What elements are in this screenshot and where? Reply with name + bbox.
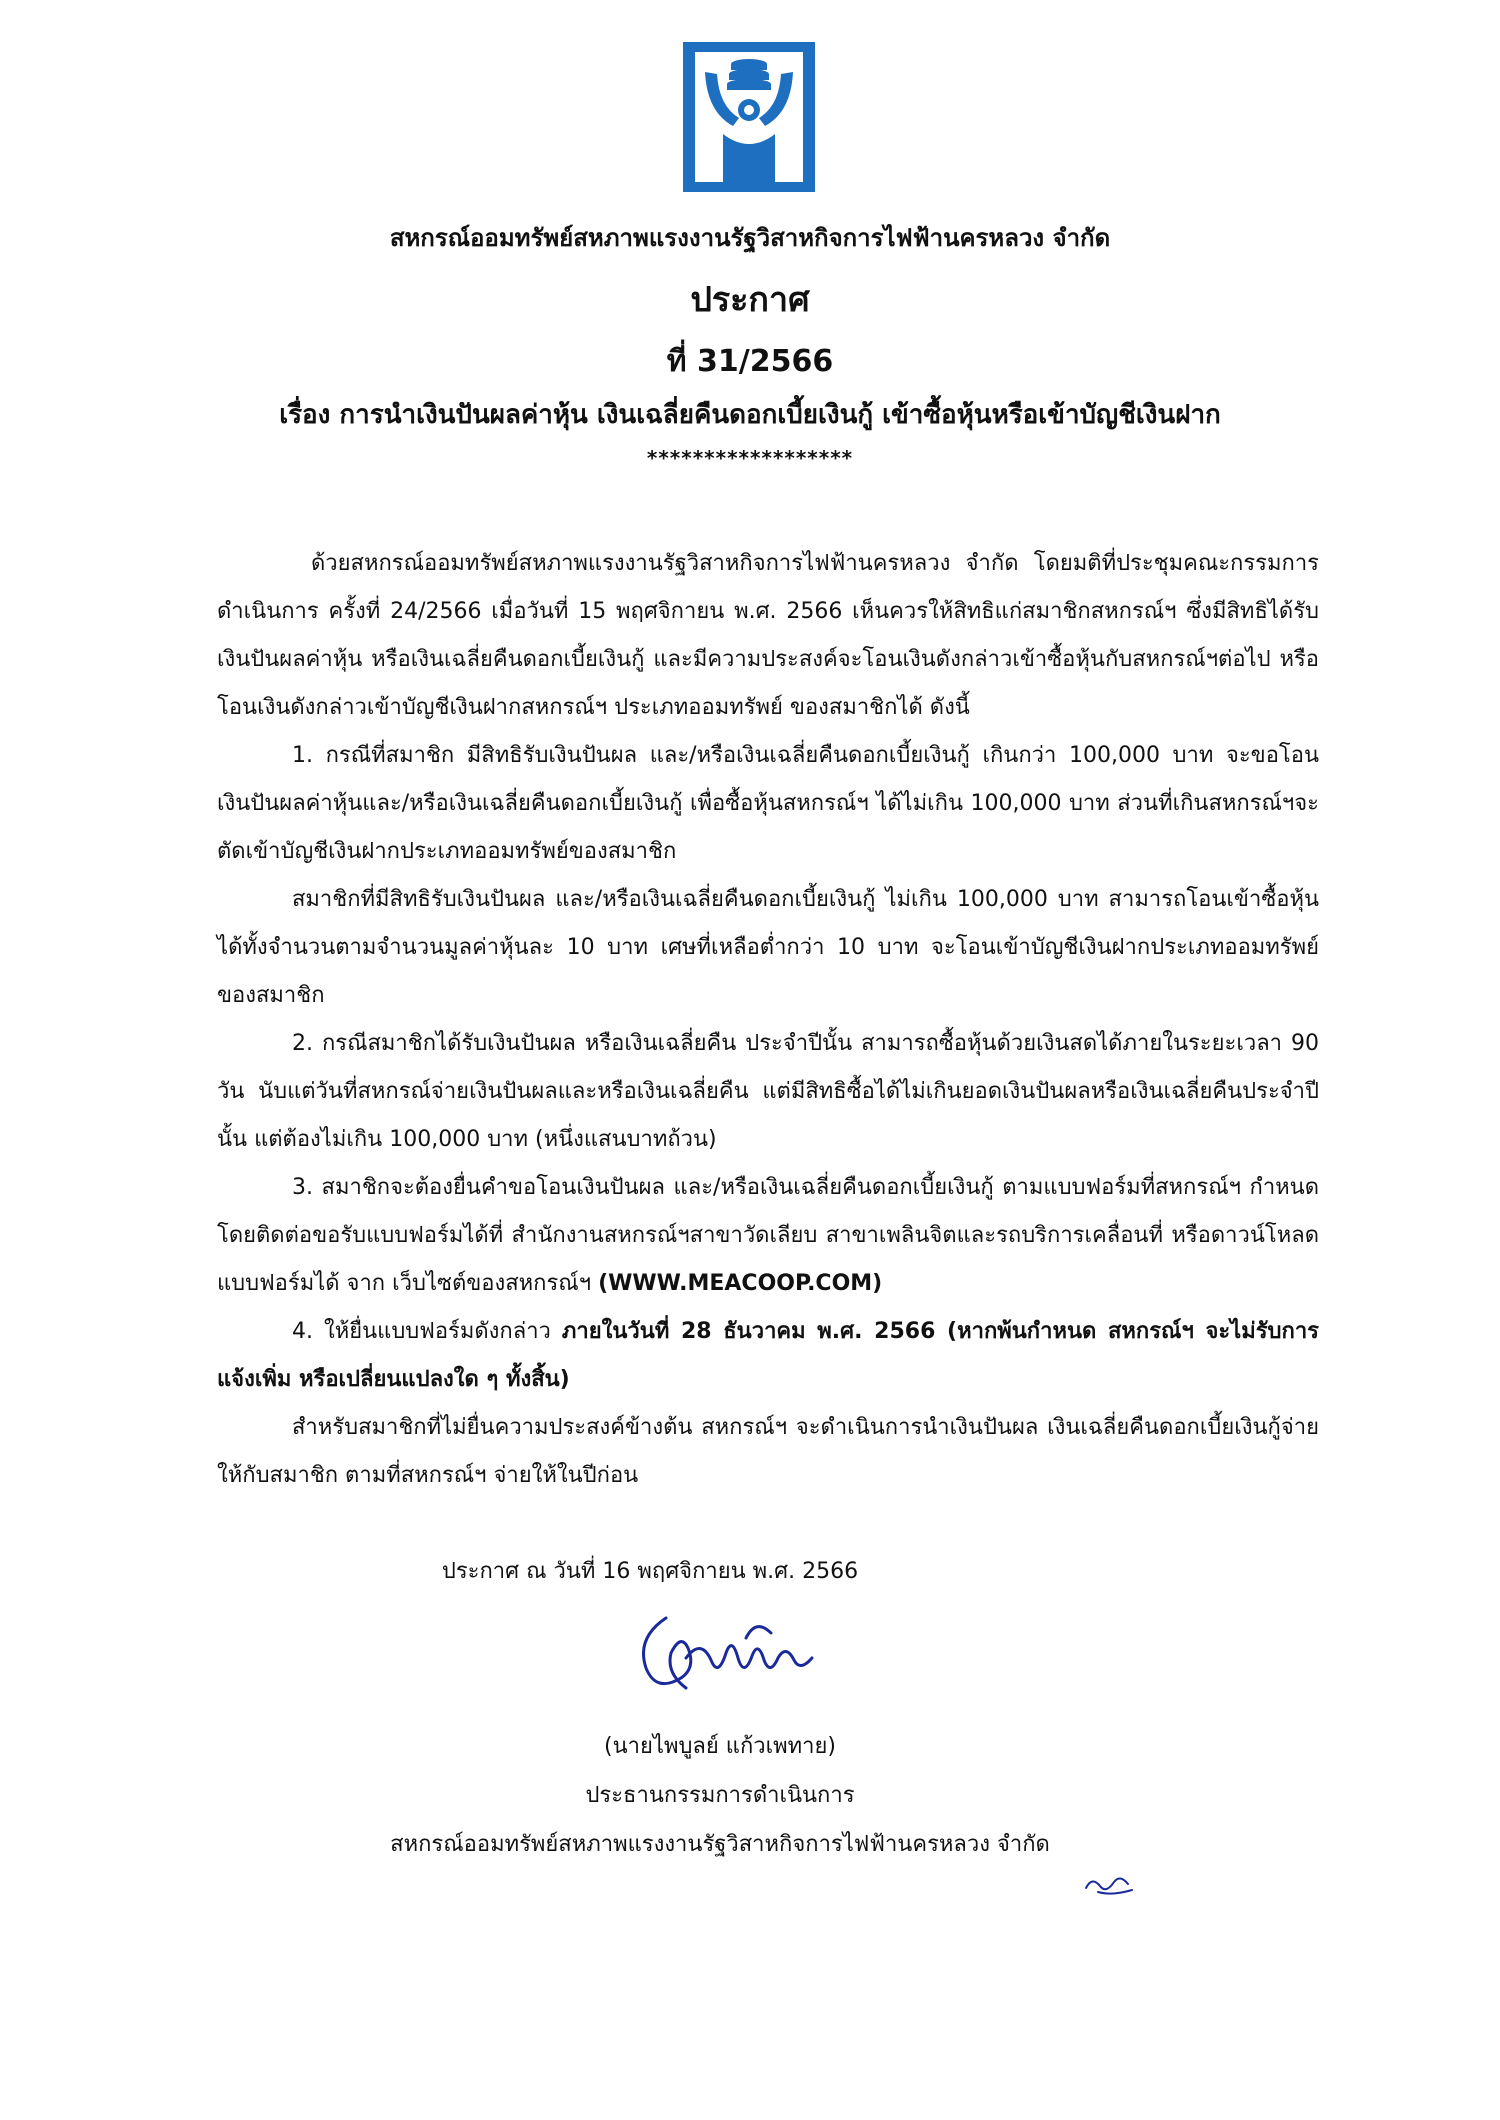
announcement-body [217,540,1319,1500]
item-4-paragraph [217,1308,1319,1404]
initials-icon [1078,1868,1138,1898]
coop-logo-icon [683,42,815,192]
coop-logo [683,42,815,192]
document-type: ประกาศ [690,280,810,320]
organization-name: สหกรณ์ออมทรัพย์สหภาพแรงงานรัฐวิสาหกิจการไฟฟ้านครหลวง จำกัด [389,224,1111,252]
intro-paragraph: ด้วยสหกรณ์ออมทรัพย์สหภาพแรงงานรัฐวิสาหกิจการไฟฟ้านครหลวง จำกัด โดยมติที่ประชุมคณะกรรมการดำเนินการ ครั้งที่ 24/2566 เมื่อวันที่ 15 พฤศจิกายน พ.ศ. 2566 เห็นควรให้สิทธิแก่สมาชิกสหกรณ์ฯ ซึ่งมีสิทธิได้รับเงินปันผลค่าหุ้น หรือเงินเฉลี่ยคืนดอกเบี้ยเงินกู้ และมีความประสงค์จะโอนเงินดังกล่าวเข้าซื้อหุ้นกับสหกรณ์ฯต่อไป หรือโอนเงินดังกล่าวเข้าบัญชีเงินฝากสหกรณ์ฯ ประเภทออมทรัพย์ ของสมาชิกได้ ดังนี้ [217,551,1319,720]
closing-note-paragraph: สำหรับสมาชิกที่ไม่ยื่นความประสงค์ข้างต้น สหกรณ์ฯ จะดำเนินการนำเงินปันผล เงินเฉลี่ยคืนดอกเบี้ยเงินกู้จ่ายให้กับสมาชิก ตามที่สหกรณ์ฯ จ่ายให้ในปีก่อน [217,1415,1319,1488]
website-url: (WWW.MEACOOP.COM) [598,1271,883,1296]
item-1-sub-paragraph: สมาชิกที่มีสิทธิรับเงินปันผล และ/หรือเงินเฉลี่ยคืนดอกเบี้ยเงินกู้ ไม่เกิน 100,000 บาท สามารถโอนเข้าซื้อหุ้นได้ทั้งจำนวนตามจำนวนมูลค่าหุ้นละ 10 บาท เศษที่เหลือต่ำกว่า 10 บาท จะโอนเข้าบัญชีเงินฝากประเภทออมทรัพย์ของสมาชิก [217,887,1319,1008]
document-subject: เรื่อง การนำเงินปันผลค่าหุ้น เงินเฉลี่ยคืนดอกเบี้ยเงินกู้ เข้าซื้อหุ้นหรือเข้าบัญชีเงินฝาก [279,400,1221,430]
item-4-text: 4. ให้ยื่นแบบฟอร์มดังกล่าว [292,1319,562,1344]
document-number: ที่ 31/2566 [666,344,834,379]
item-3-text: 3. สมาชิกจะต้องยื่นคำขอโอนเงินปันผล และ/หรือเงินเฉลี่ยคืนดอกเบี้ยเงินกู้ ตามแบบฟอร์มที่สหกรณ์ฯ กำหนด โดยติดต่อขอรับแบบฟอร์มได้ที่ สำนักงานสหกรณ์ฯสาขาวัดเลียบ สาขาเพลินจิตและรถบริการเคลื่อนที่ หรือดาวน์โหลดแบบฟอร์มได้ จาก เว็บไซต์ของสหกรณ์ฯ [217,1175,1319,1296]
item-4-deadline: ภายในวันที่ 28 ธันวาคม พ.ศ. 2566 (หากพ้นกำหนด สหกรณ์ฯ จะไม่รับการแจ้งเพิ่ม หรือเปลี่ยนแปลงใด ๆ ทั้งสิ้น) [217,1319,1319,1392]
signer-name: (นายไพบูลย์ แก้วเพทาย) [604,1734,836,1759]
item-1-paragraph: 1. กรณีที่สมาชิก มีสิทธิรับเงินปันผล และ/หรือเงินเฉลี่ยคืนดอกเบี้ยเงินกู้ เกินกว่า 100,000 บาท จะขอโอนเงินปันผลค่าหุ้นและ/หรือเงินเฉลี่ยคืนดอกเบี้ยเงินกู้ เพื่อซื้อหุ้นสหกรณ์ฯ ได้ไม่เกิน 100,000 บาท ส่วนที่เกินสหกรณ์ฯจะตัดเข้าบัญชีเงินฝากประเภทออมทรัพย์ของสมาชิก [217,743,1319,864]
signer-title: ประธานกรรมการดำเนินการ [585,1783,855,1808]
announcement-date: ประกาศ ณ วันที่ 16 พฤศจิกายน พ.ศ. 2566 [441,1559,859,1584]
handwritten-initials [1078,1868,1138,1898]
handwritten-signature [626,1598,826,1708]
separator-line: ****************** [646,446,854,470]
item-2-paragraph: 2. กรณีสมาชิกได้รับเงินปันผล หรือเงินเฉลี่ยคืน ประจำปีนั้น สามารถซื้อหุ้นด้วยเงินสดได้ภายในระยะเวลา 90 วัน นับแต่วันที่สหกรณ์จ่ายเงินปันผลและหรือเงินเฉลี่ยคืน แต่มีสิทธิซื้อได้ไม่เกินยอดเงินปันผลหรือเงินเฉลี่ยคืนประจำปีนั้น แต่ต้องไม่เกิน 100,000 บาท (หนึ่งแสนบาทถ้วน) [217,1031,1319,1152]
signature-icon [626,1598,826,1708]
signer-organization: สหกรณ์ออมทรัพย์สหภาพแรงงานรัฐวิสาหกิจการไฟฟ้านครหลวง จำกัด [390,1832,1050,1857]
item-3-paragraph [217,1164,1319,1308]
